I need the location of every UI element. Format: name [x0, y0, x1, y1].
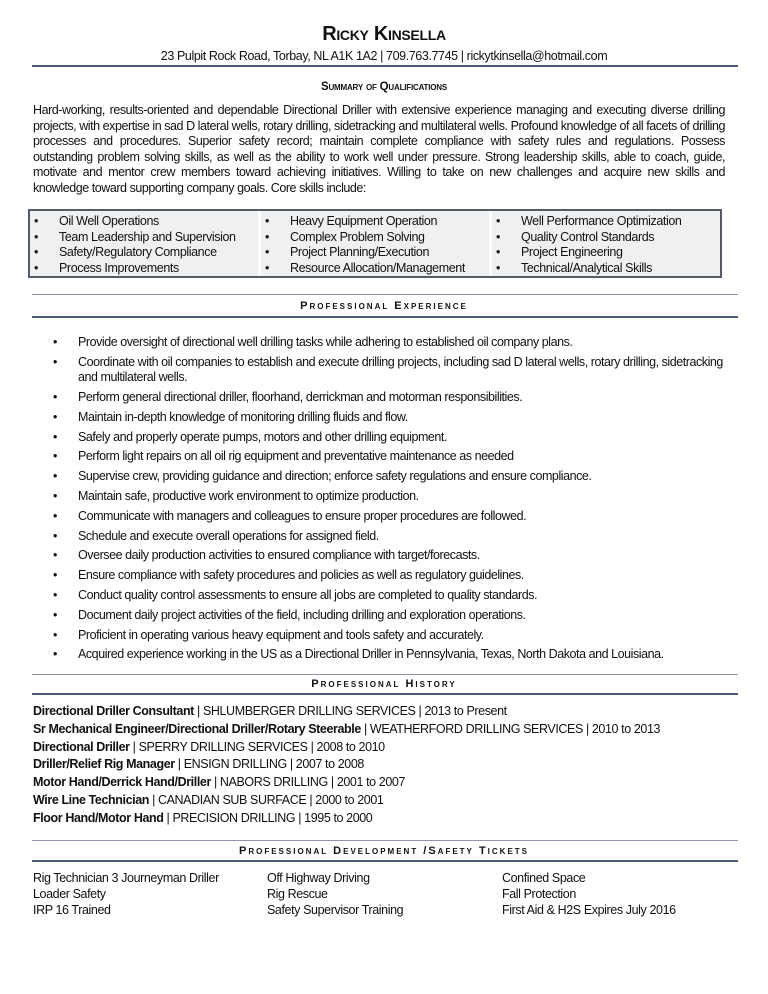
skill-label: Heavy Equipment Operation: [290, 214, 438, 228]
skill-label: Safety/Regulatory Compliance: [59, 245, 217, 259]
candidate-name: Ricky Kinsella: [322, 23, 446, 45]
history-row: [33, 739, 733, 757]
skill-item: [34, 245, 258, 261]
experience-item: [53, 568, 728, 584]
skill-label: Quality Control Standards: [521, 229, 655, 244]
skill-label: Complex Problem Solving: [290, 229, 425, 244]
bullet-icon: •: [53, 588, 57, 603]
summary-heading: Summary of Qualifications: [321, 81, 447, 93]
experience-text: Communicate with managers and colleagues to ensure proper procedures are followed.: [78, 508, 527, 523]
experience-text: Proficient in operating various heavy equipment and tools safety and accurately.: [78, 627, 484, 642]
experience-text: Document daily project activities of the field, including drilling and exploration operations.: [78, 607, 526, 622]
skill-item: [265, 261, 489, 277]
contact-info: 23 Pulpit Rock Road, Torbay, NL A1K 1A2 | 709.763.7745 | rickytkinsella@hotmail.com: [160, 49, 608, 63]
experience-item: [53, 355, 728, 386]
job-details: | SPERRY DRILLING SERVICES | 2008 to 2010: [129, 739, 385, 754]
bullet-icon: •: [53, 449, 57, 464]
job-details: | CANADIAN SUB SURFACE | 2000 to 2001: [149, 792, 384, 807]
bullet-icon: •: [265, 245, 269, 259]
experience-text: Maintain in-depth knowledge of monitoring drilling fluids and flow.: [78, 409, 408, 424]
skill-item: [265, 245, 489, 261]
skill-label: Well Performance Optimization: [521, 214, 682, 228]
job-details: | PRECISION DRILLING | 1995 to 2000: [163, 810, 373, 825]
experience-heading: Professional Experience: [300, 300, 468, 312]
bullet-icon: •: [496, 229, 500, 244]
experience-text: Maintain safe, productive work environment to optimize production.: [78, 489, 419, 504]
history-row: [33, 810, 733, 828]
skill-item: [496, 261, 720, 277]
job-title: Motor Hand/Derrick Hand/Driller: [33, 775, 211, 790]
skill-label: Technical/Analytical Skills: [521, 260, 652, 275]
section-divider-bottom: [32, 316, 738, 318]
history-row: [33, 703, 733, 721]
skills-column: [261, 211, 492, 276]
experience-text: Perform light repairs on all oil rig equipment and preventative maintenance as needed: [78, 449, 514, 464]
bullet-icon: •: [265, 214, 269, 228]
skill-item: [34, 261, 258, 277]
bullet-icon: •: [53, 627, 57, 642]
experience-text: Provide oversight of directional well drilling tasks while adhering to established oil company plans.: [78, 335, 573, 349]
ticket-item: Off Highway Driving: [267, 871, 370, 885]
ticket-item: Fall Protection: [502, 886, 576, 901]
section-divider-top: [32, 840, 738, 841]
history-list: [33, 703, 733, 828]
experience-text: Oversee daily production activities to ensured compliance with target/forecasts.: [78, 548, 480, 563]
ticket-item: Loader Safety: [33, 886, 106, 901]
history-heading: Professional History: [311, 678, 457, 690]
bullet-icon: •: [34, 214, 38, 228]
bullet-icon: •: [53, 568, 57, 583]
experience-item: [53, 410, 728, 426]
history-row: [33, 756, 733, 774]
job-title: Wire Line Technician: [33, 792, 149, 807]
bullet-icon: •: [34, 260, 38, 275]
experience-item: [53, 390, 728, 406]
bullet-icon: •: [265, 229, 269, 244]
skill-item: [34, 214, 258, 230]
experience-item: [53, 449, 728, 465]
skill-label: Process Improvements: [59, 260, 179, 275]
ticket-item: First Aid & H2S Expires July 2016: [502, 902, 676, 917]
skill-item: [265, 214, 489, 230]
skill-label: Project Planning/Execution: [290, 245, 429, 259]
skill-item: [496, 230, 720, 246]
job-details: | WEATHERFORD DRILLING SERVICES | 2010 to 2013: [360, 721, 661, 736]
job-title: Floor Hand/Motor Hand: [33, 810, 164, 825]
experience-text: Perform general directional driller, floorhand, derrickman and motorman responsibilities.: [78, 390, 523, 405]
ticket-item: IRP 16 Trained: [33, 902, 111, 917]
bullet-icon: •: [53, 508, 57, 523]
experience-list: [53, 335, 728, 667]
bullet-icon: •: [53, 354, 57, 369]
experience-text: Acquired experience working in the US as a Directional Driller in Pennsylvania, Texas, North Dakota and Louisiana.: [78, 647, 664, 662]
ticket-item: Confined Space: [502, 871, 586, 885]
ticket-item: Rig Technician 3 Journeyman Driller: [33, 871, 219, 885]
experience-item: [53, 335, 728, 351]
tickets-heading: Professional Development /Safety Tickets: [238, 845, 530, 857]
history-row: [33, 792, 733, 810]
experience-item: [53, 608, 728, 624]
bullet-icon: •: [53, 469, 57, 484]
skill-item: [34, 230, 258, 246]
bullet-icon: •: [496, 245, 500, 259]
summary-text: Hard-working, results-oriented and dependable Directional Driller with extensive experience managing and executing diverse drilling projects, with expertise in sad D lateral wells, rotary drilling, sidetracking and multilateral wells. Profound knowledge of all facets of drilling processes and procedures. Superior safety record; maintain complete compliance with safety rules and regulations. Possess outstanding problem solving skills, as well as the ability to work well under pressure. Strong leadership skills, able to coach, guide, motivate and mentor crew members toward achieving initiatives. Willing to take on new challenges and acquire new skills and knowledge toward supporting company goals. Core skills include:: [33, 103, 725, 195]
skill-item: [265, 230, 489, 246]
bullet-icon: •: [496, 214, 500, 228]
bullet-icon: •: [34, 245, 38, 259]
experience-item: [53, 469, 728, 485]
history-row: [33, 774, 733, 792]
experience-item: [53, 588, 728, 604]
experience-item: [53, 647, 728, 663]
bullet-icon: •: [496, 260, 500, 275]
experience-item: [53, 489, 728, 505]
experience-text: Schedule and execute overall operations for assigned field.: [78, 528, 379, 543]
section-divider-bottom: [32, 693, 738, 695]
bullet-icon: •: [53, 335, 57, 349]
bullet-icon: •: [53, 429, 57, 444]
bullet-icon: •: [53, 528, 57, 543]
bullet-icon: •: [34, 229, 38, 244]
bullet-icon: •: [53, 489, 57, 504]
tickets-column: [267, 871, 502, 918]
job-details: | ENSIGN DRILLING | 2007 to 2008: [174, 757, 364, 772]
bullet-icon: •: [53, 409, 57, 424]
experience-text: Ensure compliance with safety procedures and policies as well as regulatory guidelines.: [78, 568, 524, 583]
bullet-icon: •: [53, 647, 57, 662]
experience-item: [53, 628, 728, 644]
job-details: | SHLUMBERGER DRILLING SERVICES | 2013 to Present: [193, 704, 507, 718]
section-divider-bottom: [32, 860, 738, 862]
job-title: Directional Driller Consultant: [33, 704, 194, 718]
skill-label: Resource Allocation/Management: [290, 260, 465, 275]
history-row: [33, 721, 733, 739]
bullet-icon: •: [53, 390, 57, 405]
tickets-column: [502, 871, 732, 918]
section-divider-top: [32, 294, 738, 295]
experience-item: [53, 430, 728, 446]
section-divider-top: [32, 674, 738, 675]
skills-column: [492, 211, 720, 276]
job-title: Sr Mechanical Engineer/Directional Driller/Rotary Steerable: [33, 721, 361, 736]
header-divider: [32, 65, 738, 67]
skill-label: Team Leadership and Supervision: [59, 229, 236, 244]
experience-item: [53, 509, 728, 525]
ticket-item: Rig Rescue: [267, 886, 328, 901]
experience-text: Coordinate with oil companies to establish and execute drilling projects, including sad D lateral wells, rotary drilling, sidetracking and multilateral wells.: [78, 354, 723, 385]
bullet-icon: •: [265, 260, 269, 275]
core-skills-box: [28, 209, 722, 278]
job-title: Directional Driller: [33, 739, 130, 754]
tickets-grid: [33, 871, 733, 918]
experience-text: Supervise crew, providing guidance and direction; enforce safety regulations and ensure compliance.: [78, 469, 592, 484]
experience-item: [53, 548, 728, 564]
tickets-column: [33, 871, 267, 918]
job-title: Driller/Relief Rig Manager: [33, 757, 175, 772]
experience-item: [53, 529, 728, 545]
bullet-icon: •: [53, 607, 57, 622]
skill-label: Oil Well Operations: [59, 214, 159, 228]
experience-text: Conduct quality control assessments to ensure all jobs are completed to quality standards.: [78, 588, 538, 603]
experience-text: Safely and properly operate pumps, motors and other drilling equipment.: [78, 429, 447, 444]
job-details: | NABORS DRILLING | 2001 to 2007: [210, 775, 406, 790]
skill-item: [496, 245, 720, 261]
skills-column: [30, 211, 261, 276]
skill-item: [496, 214, 720, 230]
bullet-icon: •: [53, 548, 57, 563]
ticket-item: Safety Supervisor Training: [267, 902, 404, 917]
skill-label: Project Engineering: [521, 245, 623, 259]
